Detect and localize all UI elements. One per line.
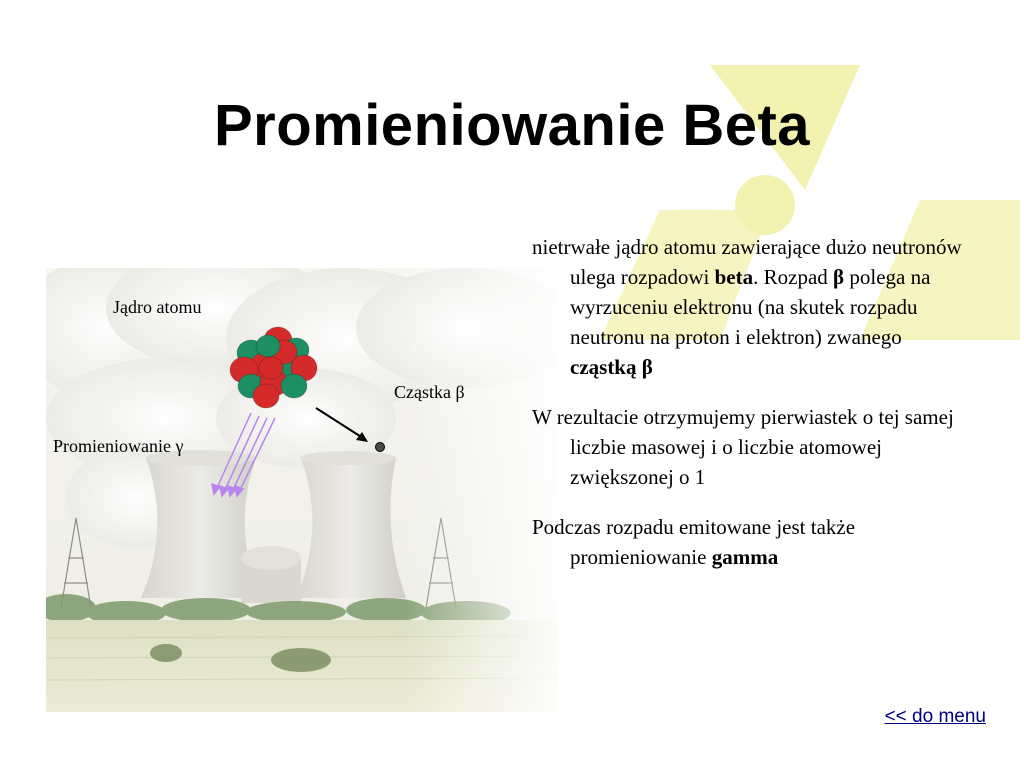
bold-term-beta-symbol: β	[833, 265, 845, 289]
text-span: nietrwałe jądro atomu zawierające dużo neutronów ulega rozpadowi	[532, 235, 962, 289]
text-span: Podczas rozpadu emitowane jest także promieniowanie	[532, 515, 856, 569]
paragraph-result	[532, 402, 972, 492]
nucleus-label: Jądro atomu	[113, 297, 202, 317]
beta-particle-dot	[376, 443, 385, 452]
text-span: W rezultacie otrzymujemy pierwiastek o tej samej liczbie masowej i o liczbie atomowej zwiększonej o 1	[532, 405, 954, 489]
paragraph-beta-decay	[532, 232, 972, 382]
bold-term-beta-particle: cząstką β	[570, 355, 653, 379]
bold-term-gamma: gamma	[711, 545, 779, 569]
slide-body	[532, 232, 972, 592]
beta-particle-label: Cząstka β	[394, 382, 465, 402]
back-to-menu-link[interactable]: << do menu	[884, 706, 986, 727]
text-span: . Rozpad	[753, 265, 834, 289]
power-plant-photo	[46, 268, 558, 712]
slide-title: Promieniowanie Beta	[213, 93, 811, 158]
text-span: polega na wyrzuceniu elektronu (na skutek rozpadu neutronu na proton i elektron) zwanego	[570, 265, 931, 349]
bold-term-beta: beta	[714, 265, 754, 289]
paragraph-gamma	[532, 512, 972, 572]
gamma-radiation-label: Promieniowanie γ	[53, 436, 184, 456]
